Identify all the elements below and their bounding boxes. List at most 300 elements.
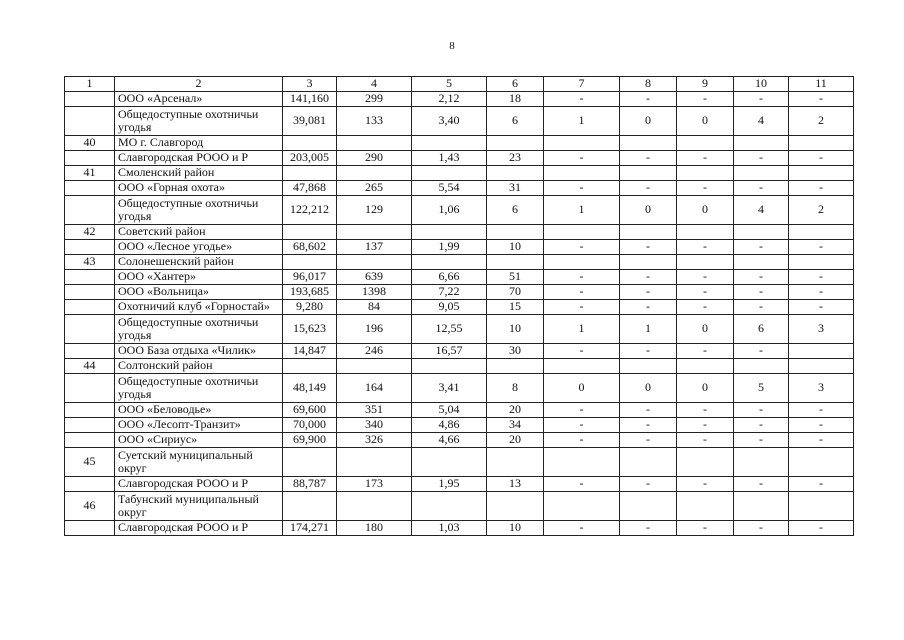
- value-cell-3: 70,000: [283, 418, 337, 433]
- value-cell-6: 18: [487, 92, 544, 107]
- value-cell-7: -: [544, 521, 620, 536]
- value-cell-4: 84: [337, 300, 412, 315]
- value-cell-7: -: [544, 433, 620, 448]
- entity-name-cell: ООО «Лесное угодье»: [115, 240, 283, 255]
- header-cell: 4: [337, 77, 412, 92]
- table-row: [65, 521, 854, 536]
- value-cell-9: -: [677, 344, 734, 359]
- value-cell-8: [620, 166, 677, 181]
- table-row: [65, 181, 854, 196]
- value-cell-10: -: [734, 92, 789, 107]
- row-number-cell: 41: [65, 166, 115, 181]
- value-cell-9: -: [677, 403, 734, 418]
- value-cell-11: -: [789, 300, 854, 315]
- value-cell-8: -: [620, 300, 677, 315]
- value-cell-4: 180: [337, 521, 412, 536]
- value-cell-9: -: [677, 240, 734, 255]
- value-cell-6: 15: [487, 300, 544, 315]
- value-cell-11: [789, 136, 854, 151]
- table-row: [65, 225, 854, 240]
- value-cell-11: 2: [789, 196, 854, 225]
- value-cell-7: [544, 255, 620, 270]
- value-cell-8: -: [620, 151, 677, 166]
- value-cell-7: -: [544, 285, 620, 300]
- value-cell-10: -: [734, 151, 789, 166]
- row-number-cell: 40: [65, 136, 115, 151]
- header-cell: 7: [544, 77, 620, 92]
- row-number-cell: [65, 477, 115, 492]
- value-cell-8: [620, 359, 677, 374]
- entity-name-cell: Общедоступные охотничьи угодья: [115, 196, 283, 225]
- value-cell-4: 246: [337, 344, 412, 359]
- value-cell-8: -: [620, 285, 677, 300]
- value-cell-11: 3: [789, 374, 854, 403]
- row-number-cell: [65, 521, 115, 536]
- value-cell-6: [487, 136, 544, 151]
- value-cell-4: 299: [337, 92, 412, 107]
- value-cell-6: [487, 448, 544, 477]
- value-cell-7: 1: [544, 196, 620, 225]
- value-cell-5: 12,55: [412, 315, 487, 344]
- table-row: [65, 240, 854, 255]
- value-cell-3: [283, 359, 337, 374]
- value-cell-11: -: [789, 477, 854, 492]
- entity-name-cell: ООО База отдыха «Чилик»: [115, 344, 283, 359]
- table-row: [65, 196, 854, 225]
- header-cell: 8: [620, 77, 677, 92]
- value-cell-7: 1: [544, 107, 620, 136]
- row-number-cell: [65, 315, 115, 344]
- value-cell-10: 6: [734, 315, 789, 344]
- table-row: [65, 136, 854, 151]
- value-cell-8: -: [620, 418, 677, 433]
- entity-name-cell: Суетский муниципальный округ: [115, 448, 283, 477]
- value-cell-8: -: [620, 477, 677, 492]
- value-cell-6: 8: [487, 374, 544, 403]
- table-row: [65, 418, 854, 433]
- value-cell-6: 31: [487, 181, 544, 196]
- value-cell-7: -: [544, 403, 620, 418]
- value-cell-5: [412, 492, 487, 521]
- value-cell-4: 137: [337, 240, 412, 255]
- value-cell-5: 5,04: [412, 403, 487, 418]
- row-number-cell: [65, 151, 115, 166]
- value-cell-9: 0: [677, 315, 734, 344]
- value-cell-5: 1,03: [412, 521, 487, 536]
- value-cell-10: [734, 448, 789, 477]
- value-cell-5: 1,06: [412, 196, 487, 225]
- entity-name-cell: МО г. Славгород: [115, 136, 283, 151]
- value-cell-7: [544, 166, 620, 181]
- value-cell-3: 203,005: [283, 151, 337, 166]
- entity-name-cell: ООО «Беловодье»: [115, 403, 283, 418]
- value-cell-9: [677, 166, 734, 181]
- value-cell-5: [412, 166, 487, 181]
- value-cell-11: -: [789, 270, 854, 285]
- value-cell-5: 1,99: [412, 240, 487, 255]
- table-row: [65, 477, 854, 492]
- header-cell: 6: [487, 77, 544, 92]
- value-cell-7: -: [544, 240, 620, 255]
- value-cell-9: [677, 492, 734, 521]
- row-number-cell: [65, 433, 115, 448]
- value-cell-3: [283, 448, 337, 477]
- entity-name-cell: Солтонский район: [115, 359, 283, 374]
- value-cell-10: [734, 166, 789, 181]
- value-cell-3: 122,212: [283, 196, 337, 225]
- value-cell-8: -: [620, 403, 677, 418]
- value-cell-7: [544, 225, 620, 240]
- entity-name-cell: Смоленский район: [115, 166, 283, 181]
- value-cell-8: -: [620, 344, 677, 359]
- value-cell-4: 639: [337, 270, 412, 285]
- value-cell-8: [620, 225, 677, 240]
- row-number-cell: 46: [65, 492, 115, 521]
- value-cell-8: [620, 492, 677, 521]
- value-cell-3: 88,787: [283, 477, 337, 492]
- row-number-cell: 44: [65, 359, 115, 374]
- value-cell-5: [412, 448, 487, 477]
- value-cell-6: 10: [487, 315, 544, 344]
- value-cell-5: 16,57: [412, 344, 487, 359]
- value-cell-6: 23: [487, 151, 544, 166]
- entity-name-cell: ООО «Сириус»: [115, 433, 283, 448]
- value-cell-3: 193,685: [283, 285, 337, 300]
- table-body: [65, 77, 854, 536]
- value-cell-7: -: [544, 477, 620, 492]
- row-number-cell: [65, 181, 115, 196]
- value-cell-6: 30: [487, 344, 544, 359]
- value-cell-3: [283, 492, 337, 521]
- value-cell-7: [544, 448, 620, 477]
- value-cell-10: -: [734, 344, 789, 359]
- value-cell-11: -: [789, 433, 854, 448]
- value-cell-8: -: [620, 92, 677, 107]
- value-cell-5: 9,05: [412, 300, 487, 315]
- value-cell-8: -: [620, 240, 677, 255]
- value-cell-9: -: [677, 300, 734, 315]
- value-cell-4: [337, 225, 412, 240]
- entity-name-cell: Общедоступные охотничьи угодья: [115, 107, 283, 136]
- row-number-cell: 45: [65, 448, 115, 477]
- value-cell-7: -: [544, 151, 620, 166]
- value-cell-8: 0: [620, 196, 677, 225]
- value-cell-9: -: [677, 521, 734, 536]
- value-cell-6: 20: [487, 433, 544, 448]
- value-cell-11: [789, 448, 854, 477]
- value-cell-11: -: [789, 92, 854, 107]
- table-row: [65, 433, 854, 448]
- value-cell-9: -: [677, 418, 734, 433]
- table-row: [65, 270, 854, 285]
- table-header-row: [65, 77, 854, 92]
- row-number-cell: [65, 92, 115, 107]
- value-cell-5: 6,66: [412, 270, 487, 285]
- value-cell-9: 0: [677, 196, 734, 225]
- entity-name-cell: Славгородская РООО и Р: [115, 151, 283, 166]
- table-row: [65, 285, 854, 300]
- table-row: [65, 448, 854, 477]
- value-cell-9: -: [677, 92, 734, 107]
- value-cell-4: 340: [337, 418, 412, 433]
- value-cell-6: [487, 255, 544, 270]
- row-number-cell: [65, 403, 115, 418]
- table-row: [65, 344, 854, 359]
- entity-name-cell: Солонешенский район: [115, 255, 283, 270]
- value-cell-7: -: [544, 270, 620, 285]
- value-cell-11: -: [789, 418, 854, 433]
- value-cell-4: [337, 166, 412, 181]
- entity-name-cell: Общедоступные охотничьи угодья: [115, 374, 283, 403]
- value-cell-7: -: [544, 181, 620, 196]
- value-cell-10: 5: [734, 374, 789, 403]
- value-cell-3: [283, 166, 337, 181]
- value-cell-5: 1,43: [412, 151, 487, 166]
- value-cell-5: [412, 255, 487, 270]
- value-cell-11: [789, 344, 854, 359]
- value-cell-10: [734, 225, 789, 240]
- value-cell-5: 3,41: [412, 374, 487, 403]
- value-cell-6: 70: [487, 285, 544, 300]
- value-cell-10: -: [734, 270, 789, 285]
- entity-name-cell: ООО «Хантер»: [115, 270, 283, 285]
- table-row: [65, 403, 854, 418]
- row-number-cell: 42: [65, 225, 115, 240]
- value-cell-3: 174,271: [283, 521, 337, 536]
- value-cell-4: 129: [337, 196, 412, 225]
- value-cell-3: 39,081: [283, 107, 337, 136]
- value-cell-9: -: [677, 477, 734, 492]
- page-number: 8: [449, 40, 455, 52]
- value-cell-3: 69,900: [283, 433, 337, 448]
- value-cell-7: [544, 492, 620, 521]
- value-cell-4: 173: [337, 477, 412, 492]
- header-cell: 5: [412, 77, 487, 92]
- row-number-cell: [65, 270, 115, 285]
- table-row: [65, 92, 854, 107]
- value-cell-8: [620, 136, 677, 151]
- value-cell-4: 196: [337, 315, 412, 344]
- value-cell-9: 0: [677, 374, 734, 403]
- value-cell-8: 1: [620, 315, 677, 344]
- table-row: [65, 315, 854, 344]
- row-number-cell: [65, 374, 115, 403]
- value-cell-8: -: [620, 521, 677, 536]
- value-cell-3: 96,017: [283, 270, 337, 285]
- value-cell-4: 265: [337, 181, 412, 196]
- value-cell-9: -: [677, 270, 734, 285]
- table-row: [65, 374, 854, 403]
- value-cell-10: -: [734, 300, 789, 315]
- entity-name-cell: Общедоступные охотничьи угодья: [115, 315, 283, 344]
- row-number-cell: [65, 196, 115, 225]
- value-cell-7: -: [544, 300, 620, 315]
- header-cell: 3: [283, 77, 337, 92]
- value-cell-11: -: [789, 151, 854, 166]
- header-cell: 2: [115, 77, 283, 92]
- table-row: [65, 359, 854, 374]
- row-number-cell: [65, 344, 115, 359]
- entity-name-cell: ООО «Лесопт-Транзит»: [115, 418, 283, 433]
- value-cell-6: 20: [487, 403, 544, 418]
- value-cell-9: -: [677, 285, 734, 300]
- value-cell-6: [487, 492, 544, 521]
- value-cell-8: [620, 448, 677, 477]
- value-cell-6: [487, 166, 544, 181]
- value-cell-10: [734, 255, 789, 270]
- value-cell-5: [412, 225, 487, 240]
- table-row: [65, 107, 854, 136]
- value-cell-4: 1398: [337, 285, 412, 300]
- value-cell-4: 290: [337, 151, 412, 166]
- entity-name-cell: ООО «Вольница»: [115, 285, 283, 300]
- value-cell-9: -: [677, 151, 734, 166]
- row-number-cell: 43: [65, 255, 115, 270]
- value-cell-10: -: [734, 433, 789, 448]
- value-cell-4: 326: [337, 433, 412, 448]
- value-cell-3: [283, 255, 337, 270]
- value-cell-4: [337, 255, 412, 270]
- value-cell-7: -: [544, 92, 620, 107]
- value-cell-6: 10: [487, 521, 544, 536]
- value-cell-11: 2: [789, 107, 854, 136]
- value-cell-10: -: [734, 285, 789, 300]
- table-row: [65, 166, 854, 181]
- value-cell-4: 164: [337, 374, 412, 403]
- value-cell-9: 0: [677, 107, 734, 136]
- entity-name-cell: Советский район: [115, 225, 283, 240]
- header-cell: 10: [734, 77, 789, 92]
- row-number-cell: [65, 300, 115, 315]
- value-cell-11: [789, 166, 854, 181]
- row-number-cell: [65, 418, 115, 433]
- value-cell-11: [789, 255, 854, 270]
- value-cell-9: [677, 448, 734, 477]
- value-cell-9: [677, 136, 734, 151]
- value-cell-3: 141,160: [283, 92, 337, 107]
- value-cell-11: [789, 359, 854, 374]
- value-cell-11: -: [789, 285, 854, 300]
- value-cell-5: 4,86: [412, 418, 487, 433]
- value-cell-10: [734, 359, 789, 374]
- value-cell-5: 7,22: [412, 285, 487, 300]
- row-number-cell: [65, 285, 115, 300]
- entity-name-cell: ООО «Горная охота»: [115, 181, 283, 196]
- value-cell-6: 6: [487, 196, 544, 225]
- value-cell-10: [734, 136, 789, 151]
- value-cell-9: [677, 359, 734, 374]
- value-cell-5: [412, 136, 487, 151]
- value-cell-10: -: [734, 403, 789, 418]
- value-cell-8: -: [620, 433, 677, 448]
- value-cell-5: 3,40: [412, 107, 487, 136]
- value-cell-6: 13: [487, 477, 544, 492]
- value-cell-3: 69,600: [283, 403, 337, 418]
- value-cell-6: 51: [487, 270, 544, 285]
- value-cell-4: 133: [337, 107, 412, 136]
- entity-name-cell: Табунский муниципальный округ: [115, 492, 283, 521]
- value-cell-5: [412, 359, 487, 374]
- value-cell-3: 48,149: [283, 374, 337, 403]
- table-row: [65, 255, 854, 270]
- value-cell-10: -: [734, 477, 789, 492]
- value-cell-6: 6: [487, 107, 544, 136]
- value-cell-11: -: [789, 240, 854, 255]
- value-cell-6: [487, 225, 544, 240]
- value-cell-10: 4: [734, 107, 789, 136]
- value-cell-11: 3: [789, 315, 854, 344]
- value-cell-10: -: [734, 418, 789, 433]
- value-cell-5: 1,95: [412, 477, 487, 492]
- header-cell: 9: [677, 77, 734, 92]
- hunting-grounds-table: [64, 76, 854, 536]
- value-cell-4: [337, 448, 412, 477]
- value-cell-10: [734, 492, 789, 521]
- value-cell-5: 2,12: [412, 92, 487, 107]
- value-cell-9: [677, 225, 734, 240]
- value-cell-8: 0: [620, 374, 677, 403]
- value-cell-7: [544, 359, 620, 374]
- value-cell-10: 4: [734, 196, 789, 225]
- value-cell-3: 14,847: [283, 344, 337, 359]
- value-cell-7: 1: [544, 315, 620, 344]
- value-cell-7: -: [544, 344, 620, 359]
- value-cell-5: 4,66: [412, 433, 487, 448]
- value-cell-4: [337, 359, 412, 374]
- value-cell-3: [283, 136, 337, 151]
- value-cell-9: -: [677, 433, 734, 448]
- value-cell-11: -: [789, 521, 854, 536]
- value-cell-7: [544, 136, 620, 151]
- table-row: [65, 151, 854, 166]
- value-cell-11: -: [789, 403, 854, 418]
- value-cell-10: -: [734, 240, 789, 255]
- value-cell-8: [620, 255, 677, 270]
- header-cell: 1: [65, 77, 115, 92]
- value-cell-10: -: [734, 181, 789, 196]
- value-cell-5: 5,54: [412, 181, 487, 196]
- value-cell-8: 0: [620, 107, 677, 136]
- value-cell-11: [789, 492, 854, 521]
- value-cell-8: -: [620, 181, 677, 196]
- entity-name-cell: Охотничий клуб «Горностай»: [115, 300, 283, 315]
- value-cell-6: [487, 359, 544, 374]
- value-cell-3: 47,868: [283, 181, 337, 196]
- value-cell-7: 0: [544, 374, 620, 403]
- value-cell-6: 10: [487, 240, 544, 255]
- value-cell-4: [337, 492, 412, 521]
- value-cell-3: [283, 225, 337, 240]
- value-cell-7: -: [544, 418, 620, 433]
- row-number-cell: [65, 240, 115, 255]
- entity-name-cell: Славгородская РООО и Р: [115, 477, 283, 492]
- value-cell-4: 351: [337, 403, 412, 418]
- value-cell-9: -: [677, 181, 734, 196]
- value-cell-10: -: [734, 521, 789, 536]
- header-cell: 11: [789, 77, 854, 92]
- table-row: [65, 492, 854, 521]
- value-cell-9: [677, 255, 734, 270]
- value-cell-3: 15,623: [283, 315, 337, 344]
- value-cell-8: -: [620, 270, 677, 285]
- value-cell-4: [337, 136, 412, 151]
- value-cell-11: [789, 225, 854, 240]
- value-cell-6: 34: [487, 418, 544, 433]
- table-row: [65, 300, 854, 315]
- entity-name-cell: ООО «Арсенал»: [115, 92, 283, 107]
- value-cell-11: -: [789, 181, 854, 196]
- value-cell-3: 9,280: [283, 300, 337, 315]
